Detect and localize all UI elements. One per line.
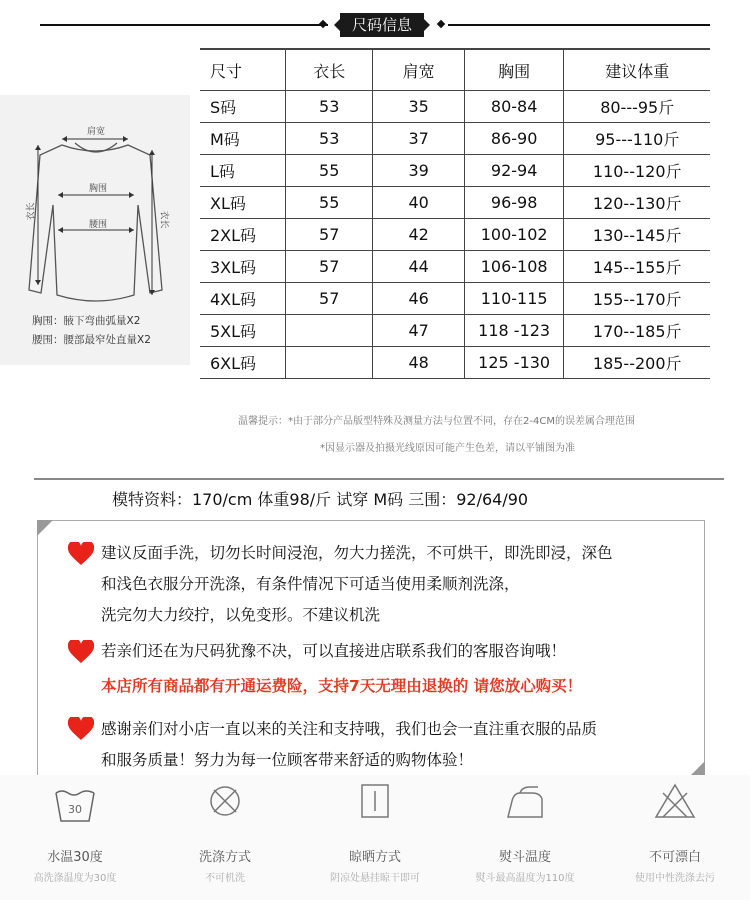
cell-size: 3XL码 [200,251,285,283]
section-title-tag: 尺码信息 [340,13,424,37]
header-line-right [448,24,710,26]
cell-shoulder: 42 [373,219,464,251]
hang-dry-icon [350,779,400,829]
cell-shoulder: 47 [373,315,464,347]
cell-chest: 110-115 [464,283,564,315]
icon-title: 不可漂白 [648,850,701,865]
cell-shoulder: 44 [373,251,464,283]
icon-subtitle: 使用中性洗涤去污 [635,873,715,884]
cell-size: 6XL码 [200,347,285,379]
cell-shoulder: 48 [373,347,464,379]
no-bleach-icon [650,779,700,829]
wash-temp-badge: 30 [68,803,82,816]
cell-size: XL码 [200,187,285,219]
cell-chest: 118 -123 [464,315,564,347]
cell-weight: 185--200斤 [564,347,710,379]
length-label-left: 衣长 [26,202,37,221]
cell-weight: 120--130斤 [564,187,710,219]
care-icon-iron [450,775,600,900]
cell-length: 57 [285,219,372,251]
header-dot-right [437,20,445,28]
cell-weight: 155--170斤 [564,283,710,315]
header-line-left [40,24,328,26]
cell-size: M码 [200,123,285,155]
note-chest: 胸围：腋下弯曲弧量X2 [32,315,141,327]
cell-chest: 106-108 [464,251,564,283]
cell-weight: 130--145斤 [564,219,710,251]
icon-subtitle: 不可机洗 [205,873,245,884]
heart-icon [68,640,94,664]
care-icon-wash-method [150,775,300,900]
cell-chest: 96-98 [464,187,564,219]
divider [34,478,724,480]
cell-length: 55 [285,155,372,187]
size-consult-text: 若亲们还在为尺码犹豫不决，可以直接进店联系我们的客服咨询哦！ [101,642,567,660]
shoulder-label: 肩宽 [87,127,106,137]
cell-chest: 92-94 [464,155,564,187]
care-text-line: 建议反面手洗，切勿长时间浸泡，勿大力搓洗，不可烘干，即洗即浸，深色 [101,544,613,562]
cell-shoulder: 39 [373,155,464,187]
care-icon-wash [0,775,150,900]
care-icon-bleach [600,775,750,900]
cell-chest: 86-90 [464,123,564,155]
wash-30-icon [50,779,100,829]
cell-weight: 80---95斤 [564,91,710,123]
icon-title: 水温30度 [47,850,103,865]
table-header-row [200,49,710,91]
thanks-text-line: 感谢亲们对小店一直以来的关注和支持哦，我们也会一直注重衣服的品质 [101,720,598,738]
cell-size: 5XL码 [200,315,285,347]
length-label-right: 衣长 [158,210,169,229]
tip-measurement: 温馨提示：*由于部分产品版型特殊及测量方法与位置不同，存在2-4CM的误差属合理范围 [238,416,635,427]
no-machine-wash-icon [200,779,250,829]
icon-title: 熨斗温度 [498,850,551,865]
care-instructions-box [37,520,705,777]
cell-length: 55 [285,187,372,219]
cell-length: 57 [285,251,372,283]
header-shoulder: 肩宽 [373,49,464,91]
cell-length: 53 [285,123,372,155]
cell-shoulder: 37 [373,123,464,155]
table-row [200,251,710,283]
cell-chest: 100-102 [464,219,564,251]
icon-subtitle: 阴凉处悬挂晾干即可 [330,873,420,884]
cell-length [285,315,372,347]
icon-subtitle: 熨斗最高温度为110度 [475,873,575,884]
header-chest: 胸围 [464,49,564,91]
header-size: 尺寸 [200,49,285,91]
chest-label: 胸围 [89,184,108,194]
cell-weight: 95---110斤 [564,123,710,155]
iron-icon [500,779,550,829]
care-icon-drying [300,775,450,900]
header-weight: 建议体重 [564,49,710,91]
table-row [200,347,710,379]
table-row [200,155,710,187]
note-waist: 腰围：腰部最窄处直量X2 [32,334,151,346]
table-row [200,315,710,347]
header-dot-left [319,20,327,28]
cell-length [285,347,372,379]
table-row [200,219,710,251]
cell-weight: 145--155斤 [564,251,710,283]
cell-shoulder: 46 [373,283,464,315]
table-row [200,283,710,315]
cell-size: S码 [200,91,285,123]
waist-label: 腰围 [89,220,108,230]
cell-size: L码 [200,155,285,187]
table-row [200,123,710,155]
cell-length: 53 [285,91,372,123]
table-row [200,187,710,219]
thanks-text-line: 和服务质量！努力为每一位顾客带来舒适的购物体验！ [101,751,474,769]
cell-size: 2XL码 [200,219,285,251]
care-text-line: 和浅色衣服分开洗涤，有条件情况下可适当使用柔顺剂洗涤， [101,575,520,593]
heart-icon [68,717,94,741]
cell-weight: 170--185斤 [564,315,710,347]
return-policy-text: 本店所有商品都有开通运费险，支持7天无理由退换的 请您放心购买！ [101,677,583,695]
heart-icon [68,542,94,566]
model-info: 模特资料：170/cm 体重98/斤 试穿 M码 三围：92/64/90 [112,490,529,509]
table-row [200,91,710,123]
size-table [200,48,710,379]
cell-length: 57 [285,283,372,315]
header-length: 衣长 [285,49,372,91]
cell-chest: 125 -130 [464,347,564,379]
care-icons-row [0,775,750,900]
cell-weight: 110--120斤 [564,155,710,187]
cell-size: 4XL码 [200,283,285,315]
cell-shoulder: 35 [373,91,464,123]
cell-shoulder: 40 [373,187,464,219]
tip-color: *因显示器及拍摄光线原因可能产生色差，请以平铺图为准 [320,443,575,454]
icon-title: 晾晒方式 [348,850,401,865]
icon-subtitle: 高洗涤温度为30度 [33,873,117,884]
cell-chest: 80-84 [464,91,564,123]
icon-title: 洗涤方式 [198,850,251,865]
care-text-line: 洗完勿大力绞拧，以免变形。不建议机洗 [101,606,381,624]
